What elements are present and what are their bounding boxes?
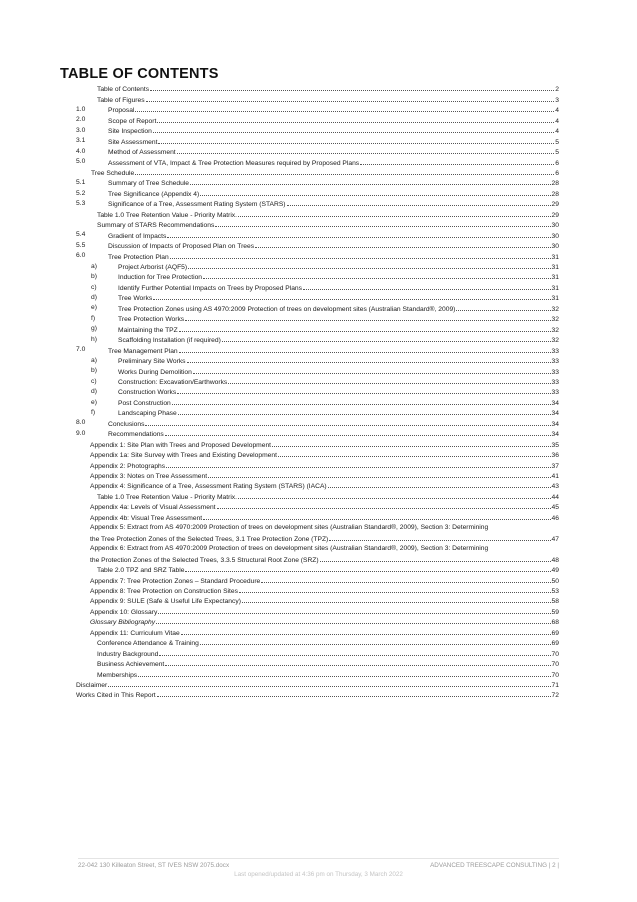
toc-entry-number: b) xyxy=(91,367,97,375)
toc-entry-number: 5.0 xyxy=(76,158,86,166)
toc-entry-page: 70 xyxy=(551,650,559,658)
toc-entry-page: 31 xyxy=(551,295,559,303)
toc-entry-number: b) xyxy=(91,273,97,281)
toc-dot-leader xyxy=(360,157,554,164)
toc-entry-page: 32 xyxy=(551,337,559,345)
toc-entry-label: Identify Further Potential Impacts on Trees by Proposed Plans xyxy=(118,284,303,292)
toc-dot-leader xyxy=(190,178,551,185)
toc-entry-label: Conference Attendance & Training xyxy=(97,640,199,648)
toc-entry-page: 49 xyxy=(551,567,559,575)
toc-entry-label: Appendix 7: Tree Protection Zones – Standard Procedure xyxy=(90,577,261,585)
toc-entry[interactable] xyxy=(0,178,637,188)
toc-entry-page: 28 xyxy=(551,180,559,188)
toc-entry-label: Business Achievement xyxy=(97,661,165,669)
toc-entry-number: a) xyxy=(91,356,97,364)
toc-entry-page: 30 xyxy=(551,222,559,230)
toc-entry-page: 6 xyxy=(555,159,559,167)
toc-dot-leader xyxy=(172,398,551,405)
toc-entry-page: 70 xyxy=(551,671,559,679)
toc-entry-page: 44 xyxy=(551,493,559,501)
toc-entry-label: Recommendations xyxy=(108,431,164,439)
toc-entry-page: 2 xyxy=(555,86,559,94)
toc-entry[interactable] xyxy=(0,147,637,157)
toc-dot-leader xyxy=(185,314,550,321)
toc-entry[interactable] xyxy=(0,262,637,272)
toc-entry[interactable] xyxy=(0,429,637,439)
toc-entry[interactable] xyxy=(0,303,637,313)
toc-entry-label: Glossary Bibliography xyxy=(90,619,156,627)
toc-entry[interactable] xyxy=(0,596,637,606)
toc-dot-leader xyxy=(456,303,550,310)
toc-entry-label: Gradient of Impacts xyxy=(108,232,167,240)
toc-dot-leader xyxy=(167,230,550,237)
toc-entry[interactable] xyxy=(0,136,637,146)
toc-entry-label: Tree Protection Works xyxy=(118,316,185,324)
toc-entry-page: 47 xyxy=(551,535,559,543)
toc-entry[interactable] xyxy=(0,366,637,376)
toc-dot-leader xyxy=(135,105,554,112)
toc-entry-label: Construction Works xyxy=(118,389,177,397)
toc-entry[interactable] xyxy=(0,460,637,470)
toc-dot-leader xyxy=(165,429,551,436)
toc-dot-leader xyxy=(228,377,550,384)
toc-entry[interactable] xyxy=(0,272,637,282)
toc-dot-leader xyxy=(328,481,551,488)
toc-dot-leader xyxy=(135,168,554,175)
toc-entry[interactable] xyxy=(0,669,637,679)
toc-dot-leader xyxy=(185,565,550,572)
toc-dot-leader xyxy=(181,627,551,634)
toc-dot-leader xyxy=(138,669,550,676)
toc-entry[interactable] xyxy=(0,157,637,167)
toc-entry[interactable] xyxy=(0,439,637,449)
toc-entry-number: 6.0 xyxy=(76,252,86,260)
toc-entry-page: 29 xyxy=(551,211,559,219)
toc-entry[interactable] xyxy=(0,586,637,596)
toc-dot-leader xyxy=(108,680,550,687)
toc-dot-leader xyxy=(238,492,551,499)
toc-entry[interactable] xyxy=(0,199,637,209)
toc-dot-leader xyxy=(272,439,551,446)
toc-entry-label: Significance of a Tree, Assessment Rating System (STARS) xyxy=(108,201,286,209)
toc-entry[interactable] xyxy=(0,189,637,199)
toc-entry-label: Appendix 1a: Site Survey with Trees and Existing Development xyxy=(90,452,277,460)
toc-entry-number: g) xyxy=(91,325,97,333)
toc-entry[interactable] xyxy=(0,241,637,251)
toc-entry-page: 48 xyxy=(551,556,559,564)
toc-entry[interactable] xyxy=(0,377,637,387)
toc-entry-page: 34 xyxy=(551,399,559,407)
toc-entry[interactable] xyxy=(0,544,637,554)
toc-entry-label: Works During Demolition xyxy=(118,368,192,376)
toc-entry-number: 5.3 xyxy=(76,199,86,207)
toc-dot-leader xyxy=(158,136,554,143)
toc-entry-page: 31 xyxy=(551,253,559,261)
toc-entry[interactable] xyxy=(0,607,637,617)
toc-entry-label: Proposal xyxy=(108,107,135,115)
toc-dot-leader xyxy=(165,659,550,666)
toc-dot-leader xyxy=(287,199,551,206)
toc-entry-number: 5.2 xyxy=(76,189,86,197)
toc-entry-page: 72 xyxy=(551,692,559,700)
toc-dot-leader xyxy=(200,189,550,196)
toc-entry-label: Induction for Tree Protection xyxy=(118,274,203,282)
toc-entry-label: Table 1.0 Tree Retention Value - Priority Matrix. xyxy=(97,493,238,501)
toc-entry-number: e) xyxy=(91,398,97,406)
toc-entry-page: 71 xyxy=(551,682,559,690)
toc-entry-label: Disclaimer xyxy=(76,682,108,690)
toc-entry-label: Construction: Excavation/Earthworks xyxy=(118,378,228,386)
toc-entry-number: d) xyxy=(91,294,97,301)
toc-entry[interactable] xyxy=(0,126,637,136)
toc-dot-leader xyxy=(255,241,550,248)
toc-dot-leader xyxy=(179,324,551,331)
toc-entry-number: 2.0 xyxy=(76,116,86,124)
toc-dot-leader xyxy=(320,554,551,561)
toc-entry-number: 5.1 xyxy=(76,179,86,187)
toc-entry-page: 41 xyxy=(551,473,559,481)
toc-entry[interactable] xyxy=(0,230,637,240)
toc-entry[interactable] xyxy=(0,617,637,627)
toc-entry-number: 9.0 xyxy=(76,429,86,437)
toc-dot-leader xyxy=(193,366,551,373)
toc-dot-leader xyxy=(203,512,550,519)
toc-entry-page: 33 xyxy=(551,368,559,376)
toc-dot-leader xyxy=(215,220,550,227)
toc-entry-page: 30 xyxy=(551,232,559,240)
toc-entry-label: Appendix 5: Extract from AS 4970:2009 Protection of trees on development sites (Australian Standard®, 2009), Section 3: Determining xyxy=(90,523,489,531)
toc-entry-label: Tree Works xyxy=(118,295,153,303)
toc-entry[interactable] xyxy=(0,502,637,512)
toc-entry-label: Scaffolding Installation (if required) xyxy=(118,337,221,345)
toc-entry-page: 45 xyxy=(551,504,559,512)
toc-entry[interactable] xyxy=(0,314,637,324)
toc-dot-leader xyxy=(156,617,551,624)
toc-entry-label: Industry Background xyxy=(97,650,159,658)
toc-entry-label: Appendix 8: Tree Protection on Construction Sites xyxy=(90,587,238,595)
toc-entry-number: c) xyxy=(91,377,97,385)
toc-entry-label: the Protection Zones of the Selected Trees, 3.3.5 Structural Root Zone (SRZ) xyxy=(90,556,319,564)
toc-entry-label: Appendix 4a: Levels of Visual Assessment xyxy=(90,504,216,512)
footer-company-page: ADVANCED TREESCAPE CONSULTING | 2 | xyxy=(430,862,559,869)
toc-entry[interactable] xyxy=(0,659,637,669)
toc-entry-label: Appendix 10: Glossary xyxy=(90,608,158,616)
toc-entry-number: 7.0 xyxy=(76,346,86,354)
toc-entry-page: 31 xyxy=(551,274,559,282)
toc-entry-number: f) xyxy=(91,408,96,416)
toc-entry-page: 4 xyxy=(555,128,559,136)
toc-entry[interactable] xyxy=(0,324,637,334)
toc-entry-label: Appendix 11: Curriculum Vitae xyxy=(90,629,180,637)
toc-entry-label: Tree Management Plan xyxy=(108,347,178,355)
toc-entry-number: e) xyxy=(91,304,97,312)
toc-entry[interactable] xyxy=(0,293,637,303)
toc-entry[interactable] xyxy=(0,168,637,178)
toc-entry-number: h) xyxy=(91,335,97,343)
toc-entry-label: Summary of Tree Schedule xyxy=(108,180,190,188)
toc-entry-page: 58 xyxy=(551,598,559,606)
toc-entry-label: Appendix 3: Notes on Tree Assessment xyxy=(90,473,208,481)
toc-dot-leader xyxy=(146,94,555,101)
toc-dot-leader xyxy=(179,345,551,352)
toc-entry-label: Appendix 2: Photographs xyxy=(90,462,166,470)
toc-entry-page: 34 xyxy=(551,431,559,439)
toc-dot-leader xyxy=(242,596,551,603)
toc-entry-page: 50 xyxy=(551,577,559,585)
toc-entry-number: 1.0 xyxy=(76,105,86,113)
toc-entry[interactable] xyxy=(0,492,637,502)
toc-entry-page: 28 xyxy=(551,190,559,198)
toc-dot-leader xyxy=(222,335,551,342)
toc-dot-leader xyxy=(145,418,550,425)
toc-dot-leader xyxy=(188,262,550,269)
toc-entry[interactable] xyxy=(0,398,637,408)
toc-entry-label: Table 1.0 Tree Retention Value - Priority Matrix. xyxy=(97,211,238,219)
toc-entry-page: 69 xyxy=(551,629,559,637)
toc-dot-leader xyxy=(239,586,551,593)
footer-last-updated: Last opened/updated at 4:36 pm on Thursday, 3 March 2022 xyxy=(234,871,403,878)
toc-entry-number: d) xyxy=(91,388,97,396)
page-title: TABLE OF CONTENTS xyxy=(60,66,219,82)
toc-entry[interactable] xyxy=(0,345,637,355)
toc-dot-leader xyxy=(157,690,551,697)
toc-entry-label: Tree Significance (Appendix 4) xyxy=(108,190,200,198)
toc-entry[interactable] xyxy=(0,94,637,104)
toc-entry-page: 32 xyxy=(551,326,559,334)
toc-entry-number: 4.0 xyxy=(76,147,86,155)
toc-entry-label: Preliminary Site Works xyxy=(118,358,186,366)
toc-entry-number: c) xyxy=(91,283,97,291)
toc-entry-number: a) xyxy=(91,262,97,270)
toc-entry-label: Appendix 9: SULE (Safe & Useful Life Expectancy) xyxy=(90,598,241,606)
toc-entry[interactable] xyxy=(0,335,637,345)
toc-entry-page: 35 xyxy=(551,441,559,449)
toc-entry[interactable] xyxy=(0,575,637,585)
toc-entry[interactable] xyxy=(0,450,637,460)
toc-entry-page: 32 xyxy=(551,316,559,324)
toc-entry-page: 4 xyxy=(555,117,559,125)
toc-entry[interactable] xyxy=(0,251,637,261)
toc-entry-label: Tree Protection Plan xyxy=(108,253,169,261)
toc-entry[interactable] xyxy=(0,680,637,690)
toc-entry[interactable] xyxy=(0,512,637,522)
toc-entry-page: 70 xyxy=(551,661,559,669)
toc-entry[interactable] xyxy=(0,554,637,564)
toc-entry-label: Table of Contents xyxy=(97,86,150,94)
toc-entry-page: 59 xyxy=(551,608,559,616)
toc-dot-leader xyxy=(187,356,551,363)
toc-entry-page: 33 xyxy=(551,347,559,355)
toc-entry[interactable] xyxy=(0,418,637,428)
toc-entry-page: 37 xyxy=(551,462,559,470)
toc-entry-page: 33 xyxy=(551,378,559,386)
toc-entry-label: Appendix 6: Extract from AS 4970:2009 Protection of trees on development sites (Australian Standard®, 2009), Section 3: Determining xyxy=(90,544,489,552)
toc-dot-leader xyxy=(153,126,554,133)
toc-entry[interactable] xyxy=(0,638,637,648)
toc-entry[interactable] xyxy=(0,627,637,637)
toc-entry-label: Appendix 4: Significance of a Tree, Assessment Rating System (STARS) (IACA) xyxy=(90,483,327,491)
toc-entry-text xyxy=(90,544,559,554)
toc-entry[interactable] xyxy=(0,387,637,397)
toc-dot-leader xyxy=(157,115,554,122)
toc-entry[interactable] xyxy=(0,523,637,533)
toc-entry-number: 3.0 xyxy=(76,126,86,134)
toc-entry-label: Post Construction xyxy=(118,399,171,407)
toc-entry[interactable] xyxy=(0,209,637,219)
toc-dot-leader xyxy=(150,84,554,91)
toc-entry[interactable] xyxy=(0,690,637,700)
toc-entry-label: Table of Figures xyxy=(97,96,145,104)
toc-entry-page: 30 xyxy=(551,243,559,251)
toc-entry-label: Method of Assessment xyxy=(108,149,176,157)
toc-entry-page: 68 xyxy=(551,619,559,627)
toc-entry[interactable] xyxy=(0,648,637,658)
toc-entry-page: 29 xyxy=(551,201,559,209)
toc-entry-label: Assessment of VTA, Impact & Tree Protection Measures required by Proposed Plans xyxy=(108,159,360,167)
toc-entry-page: 33 xyxy=(551,389,559,397)
toc-entry-label: Site Assessment xyxy=(108,138,158,146)
toc-dot-leader xyxy=(217,502,551,509)
toc-entry[interactable] xyxy=(0,471,637,481)
toc-dot-leader xyxy=(177,147,555,154)
toc-entry-page: 31 xyxy=(551,284,559,292)
toc-entry-number: 5.4 xyxy=(76,231,86,239)
footer-filename: 22-042 130 Killeaton Street, ST IVES NSW 2075.docx xyxy=(78,862,230,869)
toc-entry[interactable] xyxy=(0,84,637,94)
toc-entry[interactable] xyxy=(0,283,637,293)
toc-entry[interactable] xyxy=(0,408,637,418)
toc-entry-label: Project Arborist (AQF5) xyxy=(118,264,188,272)
toc-entry-label: Site Inspection xyxy=(108,128,152,136)
toc-entry-page: 43 xyxy=(551,483,559,491)
toc-entry-page: 32 xyxy=(551,305,559,313)
toc-dot-leader xyxy=(278,450,551,457)
toc-entry-number: 5.5 xyxy=(76,241,86,249)
toc-entry-label: Appendix 4b: Visual Tree Assessment xyxy=(90,514,203,522)
toc-dot-leader xyxy=(303,283,551,290)
toc-dot-leader xyxy=(200,638,551,645)
toc-entry-page: 5 xyxy=(555,149,559,157)
toc-entry-page: 3 xyxy=(555,96,559,104)
toc-dot-leader xyxy=(238,209,551,216)
toc-entry-label: Conclusions xyxy=(108,420,145,428)
toc-entry-page: 34 xyxy=(551,420,559,428)
toc-entry[interactable] xyxy=(0,533,637,543)
toc-entry[interactable] xyxy=(0,220,637,230)
toc-dot-leader xyxy=(159,648,550,655)
toc-entry[interactable] xyxy=(0,105,637,115)
toc-entry[interactable] xyxy=(0,481,637,491)
toc-entry-label: Memberships xyxy=(97,671,138,679)
toc-dot-leader xyxy=(208,471,550,478)
toc-entry-label: Summary of STARS Recommendations xyxy=(97,222,215,230)
toc-entry-number: 8.0 xyxy=(76,419,86,427)
toc-entry-label: Landscaping Phase xyxy=(118,410,177,418)
toc-entry-page: 4 xyxy=(555,107,559,115)
toc-entry-label: Discussion of Impacts of Proposed Plan on Trees xyxy=(108,243,255,251)
toc-entry-label: Table 2.0 TPZ and SRZ Table xyxy=(97,567,185,575)
toc-entry-label: Works Cited in This Report xyxy=(76,692,156,700)
toc-entry-text xyxy=(76,690,559,702)
toc-dot-leader xyxy=(153,293,550,300)
toc-entry-page: 69 xyxy=(551,640,559,648)
toc-entry-label: Appendix 1: Site Plan with Trees and Proposed Development xyxy=(90,441,272,449)
toc-entry-page: 31 xyxy=(551,264,559,272)
toc-entry-page: 33 xyxy=(551,358,559,366)
toc-dot-leader xyxy=(177,387,550,394)
toc-entry-number: f) xyxy=(91,314,96,322)
toc-entry-label: Tree Protection Zones using AS 4970:2009 Protection of trees on development sites (Australian Standard®, 2009) xyxy=(118,305,456,313)
toc-dot-leader xyxy=(166,460,550,467)
toc-entry-label: Maintaining the TPZ xyxy=(118,326,178,334)
toc-entry[interactable] xyxy=(0,565,637,575)
page-footer xyxy=(78,858,559,871)
toc-dot-leader xyxy=(329,533,550,540)
toc-dot-leader xyxy=(203,272,551,279)
toc-entry-label: Scope of Report xyxy=(108,117,157,125)
toc-dot-leader xyxy=(158,607,550,614)
toc-entry-label: the Tree Protection Zones of the Selected Trees, 3.1 Tree Protection Zone (TPZ) xyxy=(90,535,329,543)
toc-entry-text xyxy=(90,523,559,533)
toc-entry-label: Tree Schedule xyxy=(91,169,135,177)
toc-entry-number: 3.1 xyxy=(76,137,86,145)
toc-entry-page: 34 xyxy=(551,410,559,418)
toc-dot-leader xyxy=(261,575,550,582)
toc-entry-page: 5 xyxy=(555,138,559,146)
toc-entry-page: 46 xyxy=(551,514,559,522)
toc-entry-page: 36 xyxy=(551,452,559,460)
toc-dot-leader xyxy=(170,251,551,258)
toc-dot-leader xyxy=(178,408,551,415)
toc-entry[interactable] xyxy=(0,115,637,125)
toc-entry-page: 53 xyxy=(551,587,559,595)
toc-entry-page: 6 xyxy=(555,169,559,177)
toc-entry[interactable] xyxy=(0,356,637,366)
